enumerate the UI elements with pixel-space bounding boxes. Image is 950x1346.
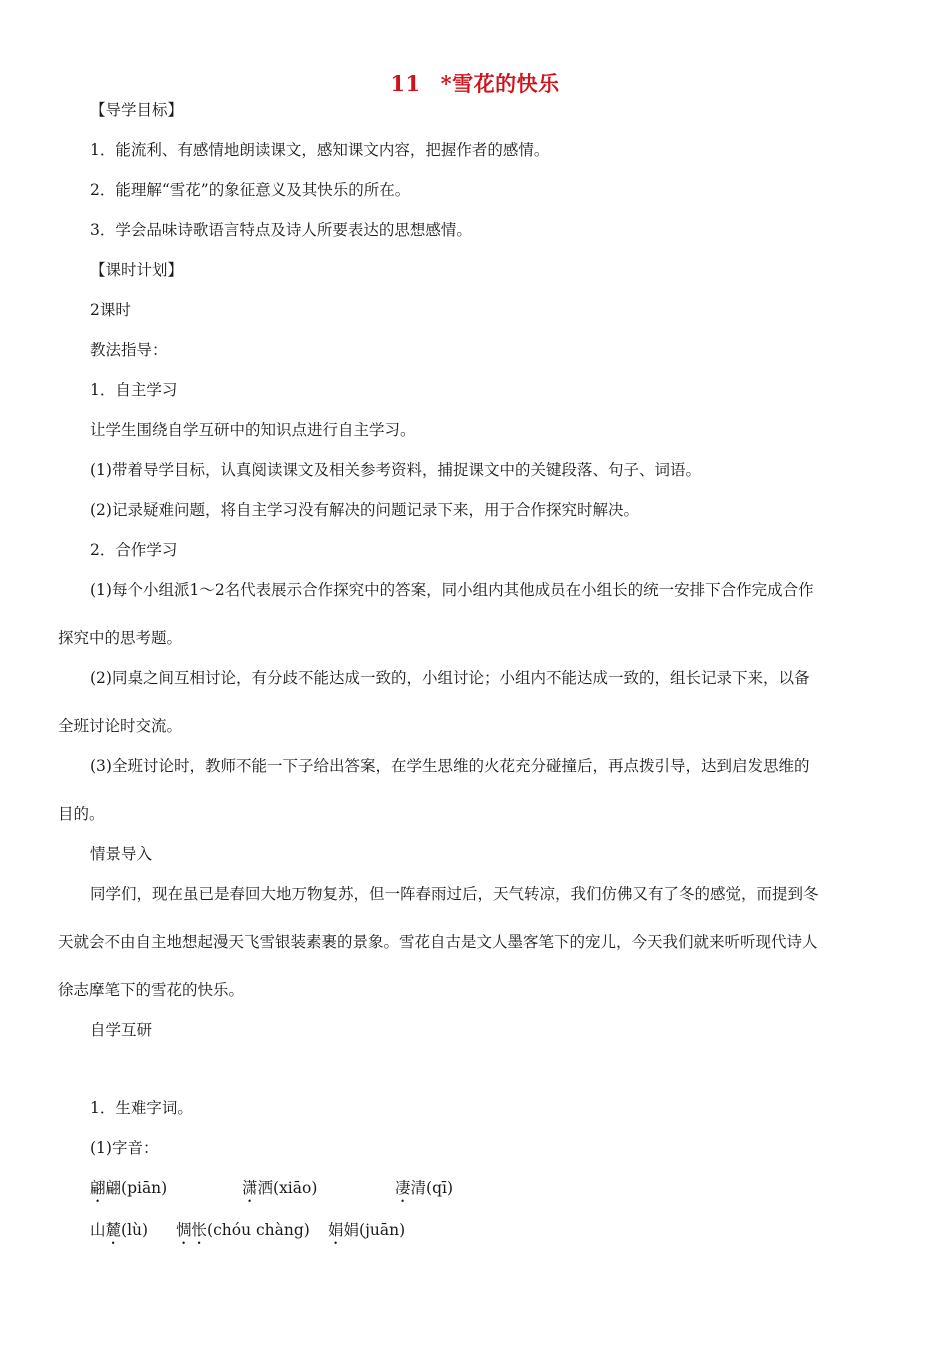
intro-line-1: 同学们，现在虽已是春回大地万物复苏，但一阵春雨过后，天气转凉，我们仿佛又有了冬的感觉，而提到冬 bbox=[90, 885, 819, 903]
coop-item-1-line-1: (1)每个小组派1～2名代表展示合作探究中的答案，同小组内其他成员在小组长的统一安排下合作完成合作 bbox=[90, 581, 814, 599]
coop-item-3-line-2: 目的。 bbox=[58, 805, 105, 823]
method-heading: 教法指导： bbox=[90, 341, 168, 359]
coop-item-2-line-1: (2)同桌之间互相讨论，有分歧不能达成一致的，小组讨论；小组内不能达成一致的，组长记录下来，以备 bbox=[90, 669, 810, 687]
pronunciation-rest: (lù) bbox=[121, 1221, 149, 1239]
pronunciation-item bbox=[176, 1219, 310, 1248]
self-study-heading: 1．自主学习 bbox=[90, 381, 178, 399]
plan-heading: 【课时计划】 bbox=[90, 261, 184, 279]
coop-item-3-line-1: (3)全班讨论时，教师不能一下子给出答案，在学生思维的火花充分碰撞后，再点拨引导，达到启发思维的 bbox=[90, 757, 810, 775]
lesson-number: 11 bbox=[390, 71, 421, 96]
goal-item-3: 3．学会品味诗歌语言特点及诗人所要表达的思想感情。 bbox=[90, 221, 472, 239]
pronunciation-item bbox=[90, 1219, 148, 1248]
pronunciation-item bbox=[395, 1177, 453, 1206]
intro-line-3: 徐志摩笔下的雪花的快乐。 bbox=[58, 981, 245, 999]
pronunciation-rest: (chóu chàng) bbox=[207, 1221, 310, 1239]
emphasized-char: 翩 bbox=[90, 1179, 106, 1197]
emphasized-char: 娟 bbox=[328, 1221, 344, 1239]
emphasized-char: 麓 bbox=[105, 1221, 122, 1239]
self-study-intro: 让学生围绕自学互研中的知识点进行自主学习。 bbox=[90, 421, 416, 439]
study-heading: 自学互研 bbox=[90, 1021, 153, 1039]
emphasized-char: 怅 bbox=[191, 1221, 208, 1239]
pronunciation-pre: 山 bbox=[90, 1221, 106, 1239]
emphasized-char: 凄 bbox=[395, 1179, 411, 1197]
coop-heading: 2．合作学习 bbox=[90, 541, 178, 559]
pronunciation-rest: 洒(xiāo) bbox=[257, 1179, 318, 1197]
goals-heading: 【导学目标】 bbox=[90, 101, 184, 119]
intro-line-2: 天就会不由自主地想起漫天飞雪银装素裹的景象。雪花自古是文人墨客笔下的宠儿，今天我们就来听听现代诗人 bbox=[58, 933, 818, 951]
coop-item-2-line-2: 全班讨论时交流。 bbox=[58, 717, 183, 735]
lesson-title bbox=[0, 68, 950, 98]
intro-heading: 情景导入 bbox=[90, 845, 153, 863]
self-study-item-1: (1)带着导学目标，认真阅读课文及相关参考资料，捕捉课文中的关键段落、句子、词语。 bbox=[90, 461, 701, 479]
pronunciation-item bbox=[90, 1177, 167, 1206]
pronunciation-heading: (1)字音： bbox=[90, 1139, 159, 1157]
goal-item-1: 1．能流利、有感情地朗读课文，感知课文内容，把握作者的感情。 bbox=[90, 141, 550, 159]
plan-hours: 2课时 bbox=[90, 301, 131, 319]
pronunciation-item bbox=[328, 1219, 405, 1248]
vocab-heading: 1．生难字词。 bbox=[90, 1099, 193, 1117]
lesson-title-text: *雪花的快乐 bbox=[440, 71, 560, 96]
emphasized-char: 潇 bbox=[242, 1179, 258, 1197]
self-study-item-2: (2)记录疑难问题，将自主学习没有解决的问题记录下来，用于合作探究时解决。 bbox=[90, 501, 639, 519]
emphasized-char: 惆 bbox=[176, 1221, 192, 1239]
pronunciation-rest: 翩(piān) bbox=[105, 1179, 168, 1197]
pronunciation-rest: 清(qī) bbox=[410, 1179, 453, 1197]
pronunciation-item bbox=[242, 1177, 317, 1206]
pronunciation-rest: 娟(juān) bbox=[343, 1221, 406, 1239]
goal-item-2: 2．能理解“雪花”的象征意义及其快乐的所在。 bbox=[90, 181, 411, 199]
coop-item-1-line-2: 探究中的思考题。 bbox=[58, 629, 183, 647]
